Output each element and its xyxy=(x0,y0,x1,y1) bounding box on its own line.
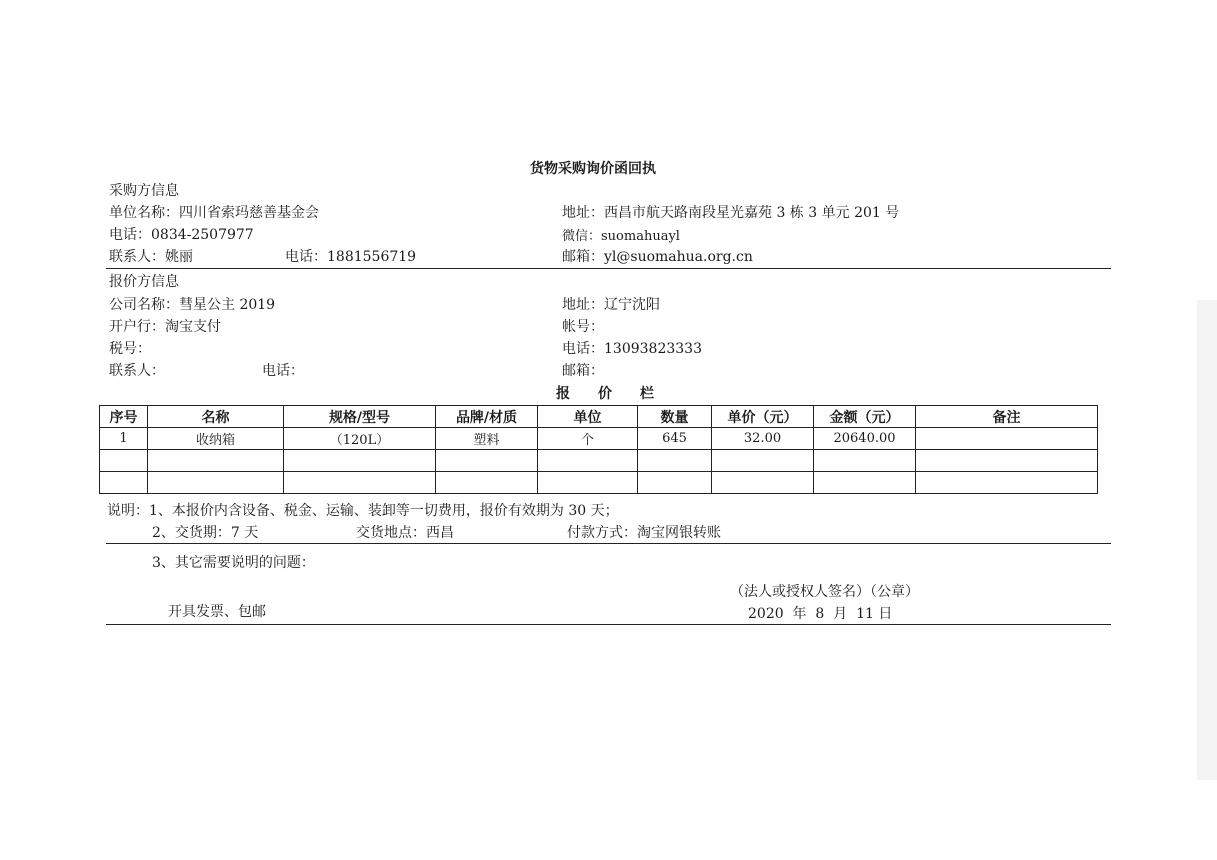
note-line-3: 3、其它需要说明的问题： xyxy=(152,555,315,571)
cell-remark xyxy=(916,428,1098,450)
cell-name xyxy=(148,450,284,472)
supplier-section-label: 报价方信息 xyxy=(109,274,179,290)
supplier-company: 公司名称：彗星公主 2019 xyxy=(109,297,276,313)
header-brand: 品牌/材质 xyxy=(436,406,538,428)
buyer-email: 邮箱：yl@suomahua.org.cn xyxy=(562,249,753,265)
supplier-phone: 电话：13093823333 xyxy=(562,341,702,357)
note-line-1: 说明：1、本报价内含设备、税金、运输、装卸等一切费用，报价有效期为 30 天； xyxy=(107,503,619,519)
header-quantity: 数量 xyxy=(638,406,712,428)
cell-brand xyxy=(436,450,538,472)
document-title: 货物采购询价函回执 xyxy=(530,161,656,177)
supplier-tax: 税号： xyxy=(109,341,151,357)
cell-quantity xyxy=(638,472,712,494)
supplier-address: 地址：辽宁沈阳 xyxy=(562,297,660,313)
signature-label: （法人或授权人签名）（公章） xyxy=(730,584,919,600)
buyer-contact: 联系人：姚丽 xyxy=(109,249,193,265)
header-index: 序号 xyxy=(100,406,148,428)
cell-unit xyxy=(538,450,638,472)
cell-amount xyxy=(814,472,916,494)
cell-unit-price: 32.00 xyxy=(712,428,814,450)
note-remark: 开具发票、包邮 xyxy=(168,604,266,620)
header-amount: 金额（元） xyxy=(814,406,916,428)
table-header-row xyxy=(100,406,1098,428)
buyer-section-label: 采购方信息 xyxy=(109,183,179,199)
buyer-contact-phone: 电话：1881556719 xyxy=(285,249,417,265)
table-row xyxy=(100,450,1098,472)
cell-unit-price xyxy=(712,450,814,472)
cell-name: 收纳箱 xyxy=(148,428,284,450)
quote-table xyxy=(99,405,1098,494)
table-row xyxy=(100,472,1098,494)
supplier-account: 帐号： xyxy=(562,319,604,335)
header-remark: 备注 xyxy=(916,406,1098,428)
cell-unit-price xyxy=(712,472,814,494)
cell-spec: （120L） xyxy=(284,428,436,450)
cell-unit: 个 xyxy=(538,428,638,450)
quote-title: 报 价 栏 xyxy=(556,386,654,402)
cell-remark xyxy=(916,450,1098,472)
cell-spec xyxy=(284,450,436,472)
buyer-wechat: 微信：suomahuayl xyxy=(562,229,680,244)
cell-spec xyxy=(284,472,436,494)
header-unit-price: 单价（元） xyxy=(712,406,814,428)
supplier-contact: 联系人： xyxy=(109,363,165,379)
sign-date: 2020 年 8 月 11 日 xyxy=(748,606,893,622)
cell-brand: 塑料 xyxy=(436,428,538,450)
cell-name xyxy=(148,472,284,494)
divider-notes xyxy=(106,543,1111,544)
header-spec: 规格/型号 xyxy=(284,406,436,428)
cell-unit xyxy=(538,472,638,494)
note-payment: 付款方式：淘宝网银转账 xyxy=(567,525,721,541)
table-row xyxy=(100,428,1098,450)
supplier-bank: 开户行：淘宝支付 xyxy=(109,319,221,335)
cell-amount xyxy=(814,450,916,472)
buyer-address: 地址：西昌市航天路南段星光嘉苑 3 栋 3 单元 201 号 xyxy=(562,205,900,221)
cell-brand xyxy=(436,472,538,494)
divider-buyer xyxy=(106,268,1111,269)
buyer-phone: 电话：0834-2507977 xyxy=(109,227,254,243)
header-unit: 单位 xyxy=(538,406,638,428)
scan-edge-shade xyxy=(1197,300,1217,780)
cell-quantity: 645 xyxy=(638,428,712,450)
divider-footer xyxy=(106,624,1111,625)
header-name: 名称 xyxy=(148,406,284,428)
cell-quantity xyxy=(638,450,712,472)
cell-index: 1 xyxy=(100,428,148,450)
supplier-email: 邮箱： xyxy=(562,363,604,379)
cell-index xyxy=(100,472,148,494)
note-delivery-place: 交货地点：西昌 xyxy=(356,525,454,541)
supplier-contact-phone: 电话： xyxy=(262,363,304,379)
cell-amount: 20640.00 xyxy=(814,428,916,450)
cell-remark xyxy=(916,472,1098,494)
note-delivery-period: 2、交货期：7 天 xyxy=(152,525,259,541)
cell-index xyxy=(100,450,148,472)
buyer-unit: 单位名称：四川省索玛慈善基金会 xyxy=(109,205,319,221)
